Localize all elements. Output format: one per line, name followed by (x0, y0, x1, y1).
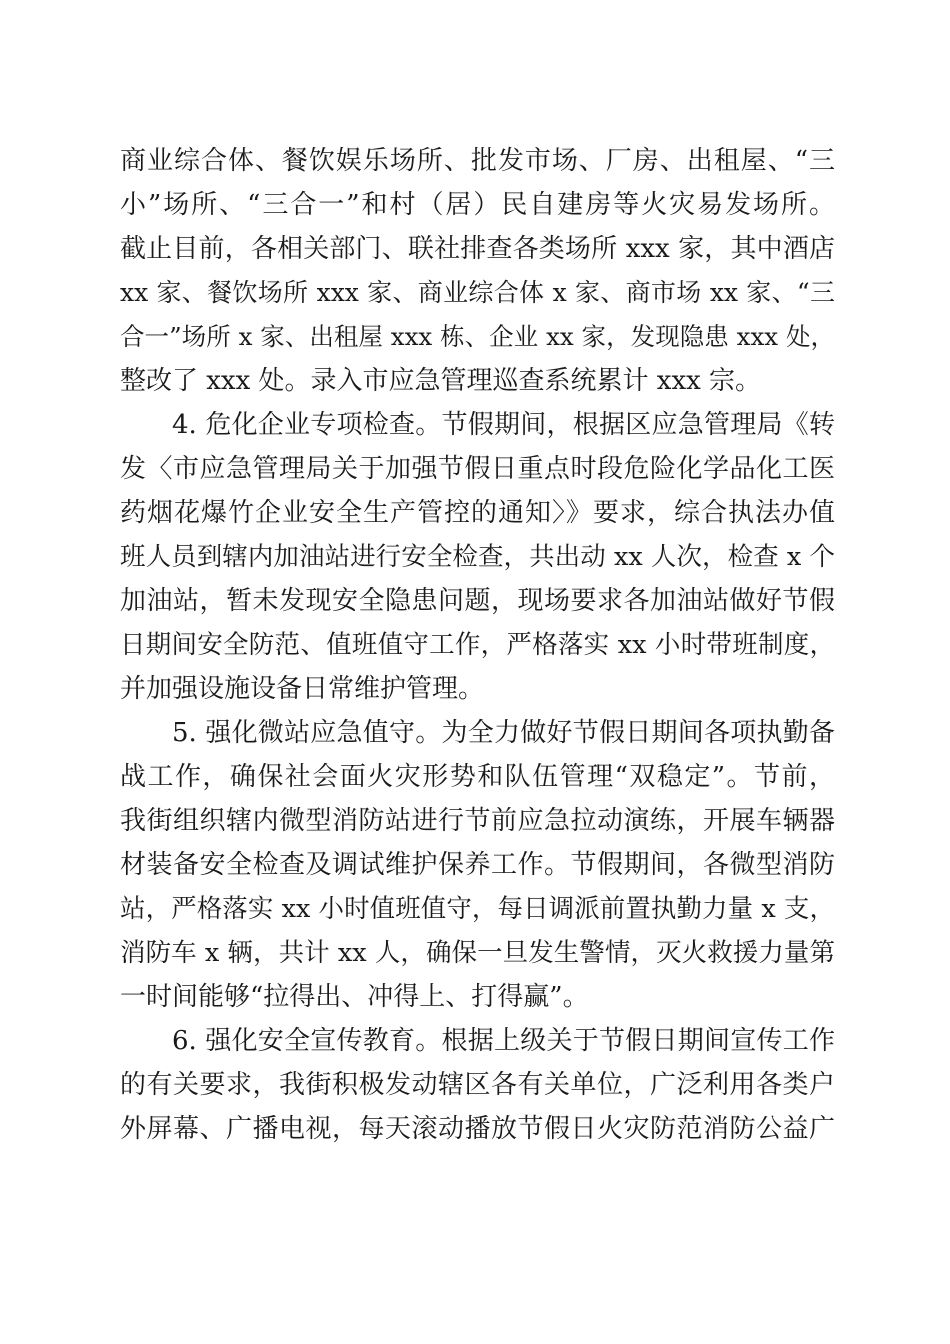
paragraph-continuation (120, 139, 835, 403)
text-line: 日期间安全防范、值班值守工作，严格落实 xx 小时带班制度， (120, 630, 835, 660)
text-line: 6. 强化安全宣传教育。根据上级关于节假日期间宣传工作 (172, 1026, 835, 1056)
text-line: 并加强设施设备日常维护管理。 (120, 674, 485, 704)
text-line: 整改了 xxx 处。录入市应急管理巡查系统累计 xxx 宗。 (120, 366, 762, 396)
text-line: 消防车 x 辆，共计 xx 人，确保一旦发生警情，灭火救援力量第 (120, 938, 835, 968)
paragraph-micro-station-duty (120, 711, 835, 1019)
text-line: 药烟花爆竹企业安全生产管控的通知〉》要求，综合执法办值 (120, 498, 835, 528)
text-line: 发〈市应急管理局关于加强节假日重点时段危险化学品化工医 (120, 454, 835, 484)
text-line: 4. 危化企业专项检查。节假期间，根据区应急管理局《转 (172, 410, 835, 440)
text-line: 外屏幕、广播电视，每天滚动播放节假日火灾防范消防公益广 (120, 1114, 835, 1144)
text-line: 我街组织辖内微型消防站进行节前应急拉动演练，开展车辆器 (120, 806, 835, 836)
paragraph-safety-publicity (120, 1019, 835, 1151)
text-line: 合一”场所 x 家、出租屋 xxx 栋、企业 xx 家，发现隐患 xxx 处， (120, 322, 835, 351)
text-line: 战工作，确保社会面火灾形势和队伍管理“双稳定”。节前， (120, 762, 835, 792)
text-line: 截止目前，各相关部门、联社排查各类场所 xxx 家，其中酒店 (120, 234, 835, 264)
text-line: 班人员到辖内加油站进行安全检查，共出动 xx 人次，检查 x 个 (120, 542, 835, 572)
text-line: 小”场所、“三合一”和村（居）民自建房等火灾易发场所。 (120, 190, 835, 220)
text-line: 材装备安全检查及调试维护保养工作。节假期间，各微型消防 (120, 850, 835, 880)
text-line: 的有关要求，我街积极发动辖区各有关单位，广泛利用各类户 (120, 1070, 835, 1100)
text-line: 站，严格落实 xx 小时值班值守，每日调派前置执勤力量 x 支， (120, 894, 835, 924)
text-line: 商业综合体、餐饮娱乐场所、批发市场、厂房、出租屋、“三 (120, 146, 835, 176)
paragraph-hazchem-inspection (120, 403, 835, 711)
text-line: 5. 强化微站应急值守。为全力做好节假日期间各项执勤备 (172, 718, 835, 748)
text-line: 加油站，暂未发现安全隐患问题，现场要求各加油站做好节假 (120, 586, 835, 616)
document-body (120, 139, 835, 1151)
text-line: 一时间能够“拉得出、冲得上、打得赢”。 (120, 982, 589, 1012)
text-line: xx 家、餐饮场所 xxx 家、商业综合体 x 家、商市场 xx 家、“三 (120, 278, 835, 307)
